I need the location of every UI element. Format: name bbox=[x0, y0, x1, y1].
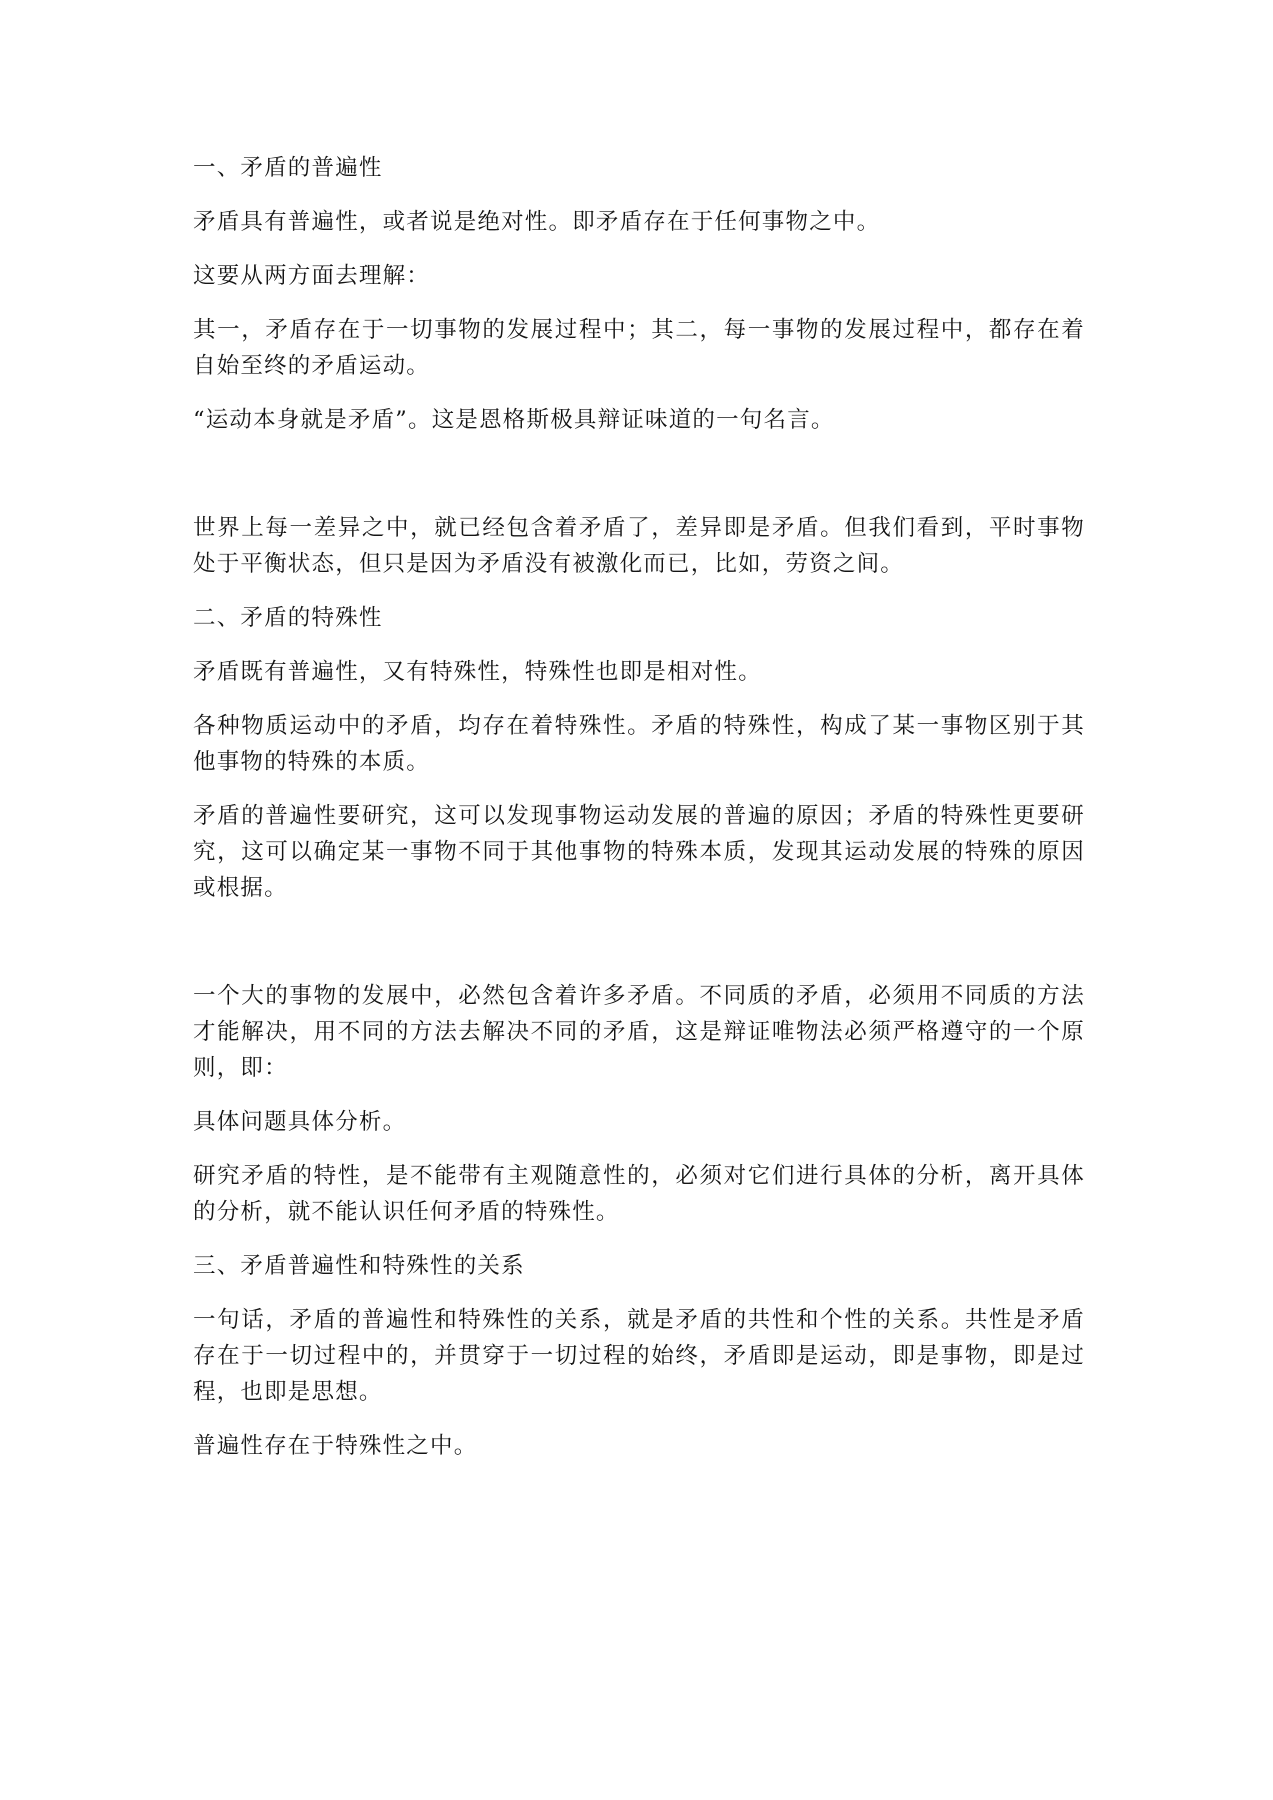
paragraph: 矛盾的普遍性要研究，这可以发现事物运动发展的普遍的原因；矛盾的特殊性更要研究，这可以确定某一事物不同于其他事物的特殊本质，发现其运动发展的特殊的原因或根据。 bbox=[193, 803, 1085, 901]
paragraph: 具体问题具体分析。 bbox=[193, 1109, 407, 1135]
paragraph: 矛盾既有普遍性，又有特殊性，特殊性也即是相对性。 bbox=[193, 659, 762, 685]
paragraph: 其一，矛盾存在于一切事物的发展过程中；其二，每一事物的发展过程中，都存在着自始至终的矛盾运动。 bbox=[193, 317, 1085, 379]
paragraph: 世界上每一差异之中，就已经包含着矛盾了，差异即是矛盾。但我们看到，平时事物处于平衡状态，但只是因为矛盾没有被激化而已，比如，劳资之间。 bbox=[193, 515, 1085, 577]
paragraph: 研究矛盾的特性，是不能带有主观随意性的，必须对它们进行具体的分析，离开具体的分析，就不能认识任何矛盾的特殊性。 bbox=[193, 1163, 1085, 1225]
paragraph: 各种物质运动中的矛盾，均存在着特殊性。矛盾的特殊性，构成了某一事物区别于其他事物的特殊的本质。 bbox=[193, 713, 1085, 775]
paragraph: 一句话，矛盾的普遍性和特殊性的关系，就是矛盾的共性和个性的关系。共性是矛盾存在于一切过程中的，并贯穿于一切过程的始终，矛盾即是运动，即是事物，即是过程，也即是思想。 bbox=[193, 1307, 1085, 1405]
section-heading-2: 二、矛盾的特殊性 bbox=[193, 605, 383, 631]
paragraph: 矛盾具有普遍性，或者说是绝对性。即矛盾存在于任何事物之中。 bbox=[193, 209, 881, 235]
section-heading-1: 一、矛盾的普遍性 bbox=[193, 155, 383, 181]
section-heading-3: 三、矛盾普遍性和特殊性的关系 bbox=[193, 1253, 525, 1279]
paragraph-quote: “运动本身就是矛盾”。这是恩格斯极具辩证味道的一句名言。 bbox=[193, 407, 835, 433]
document-body bbox=[193, 150, 1085, 1464]
paragraph: 一个大的事物的发展中，必然包含着许多矛盾。不同质的矛盾，必须用不同质的方法才能解决，用不同的方法去解决不同的矛盾，这是辩证唯物法必须严格遵守的一个原则，即： bbox=[193, 983, 1085, 1081]
paragraph: 这要从两方面去理解： bbox=[193, 263, 431, 289]
paragraph: 普遍性存在于特殊性之中。 bbox=[193, 1433, 478, 1459]
